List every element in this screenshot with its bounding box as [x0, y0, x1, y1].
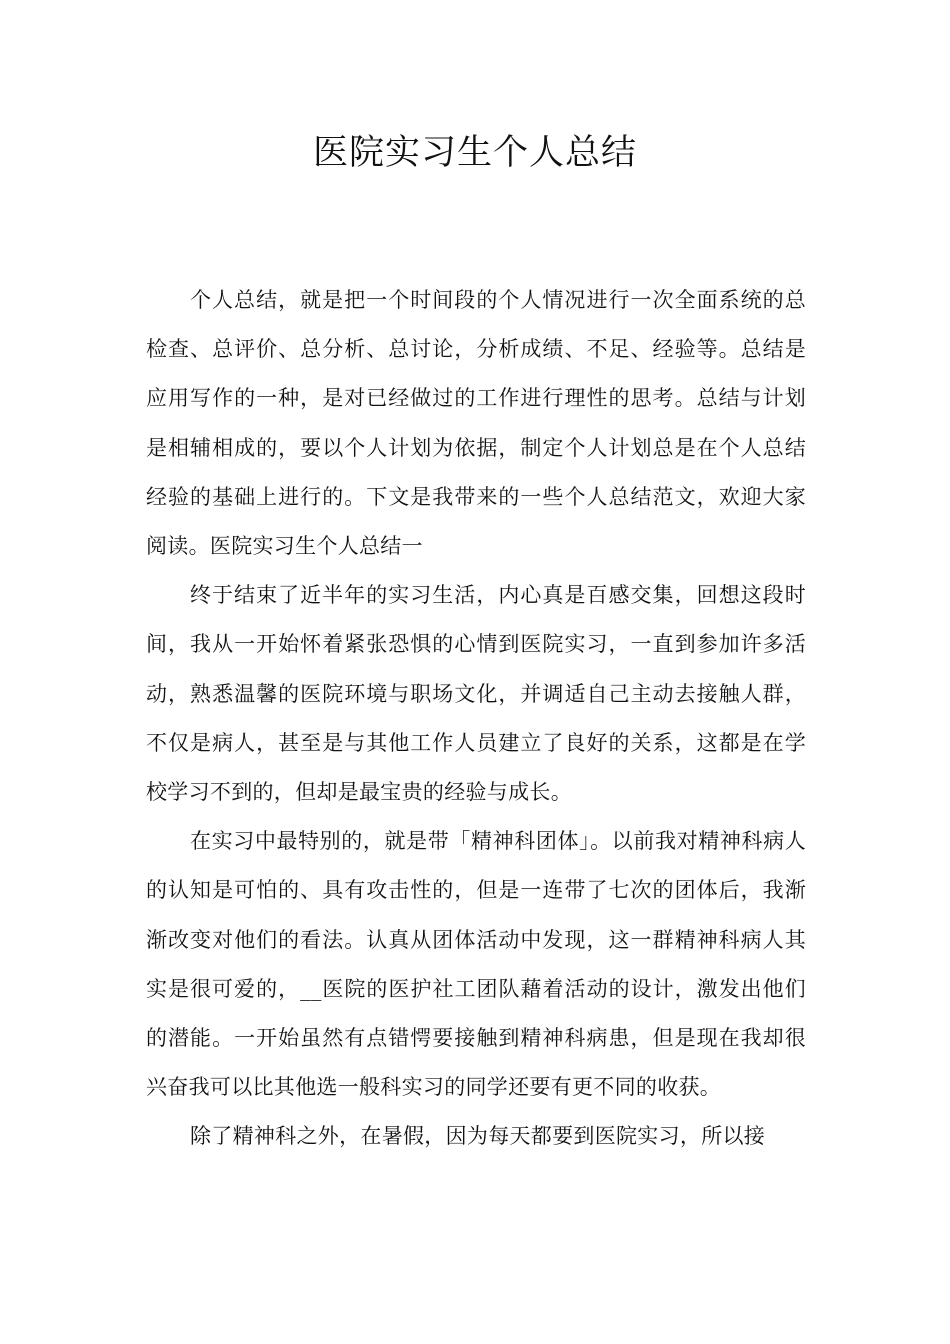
document-body [146, 276, 806, 1162]
paragraph-psychiatric-group: 在实习中最特别的，就是带「精神科团体」。以前我对精神科病人的认知是可怕的、具有攻击性的，但是一连带了七次的团体后，我渐渐改变对他们的看法。认真从团体活动中发现，这一群精神科病人其实是很可爱的，__医院的医护社工团队藉着活动的设计，激发出他们的潜能。一开始虽然有点错愕要接触到精神科病患，但是现在我却很兴奋我可以比其他选一般科实习的同学还要有更不同的收获。 [146, 829, 806, 1100]
paragraph-intro: 个人总结，就是把一个时间段的个人情况进行一次全面系统的总检查、总评价、总分析、总讨论，分析成绩、不足、经验等。总结是应用写作的一种，是对已经做过的工作进行理性的思考。总结与计划是相辅相成的，要以个人计划为依据，制定个人计划总是在个人总结经验的基础上进行的。下文是我带来的一些个人总结范文，欢迎大家阅读。医院实习生个人总结一 [146, 288, 806, 559]
paragraph-internship-reflection: 终于结束了近半年的实习生活，内心真是百感交集，回想这段时间，我从一开始怀着紧张恐惧的心情到医院实习，一直到参加许多活动，熟悉温馨的医院环境与职场文化，并调适自己主动去接触人群，不仅是病人，甚至是与其他工作人员建立了良好的关系，这都是在学校学习不到的，但却是最宝贵的经验与成长。 [146, 583, 806, 805]
page-title: 医院实习生个人总结 [312, 133, 637, 173]
paragraph-summer: 除了精神科之外，在暑假，因为每天都要到医院实习，所以接 [190, 1124, 766, 1149]
